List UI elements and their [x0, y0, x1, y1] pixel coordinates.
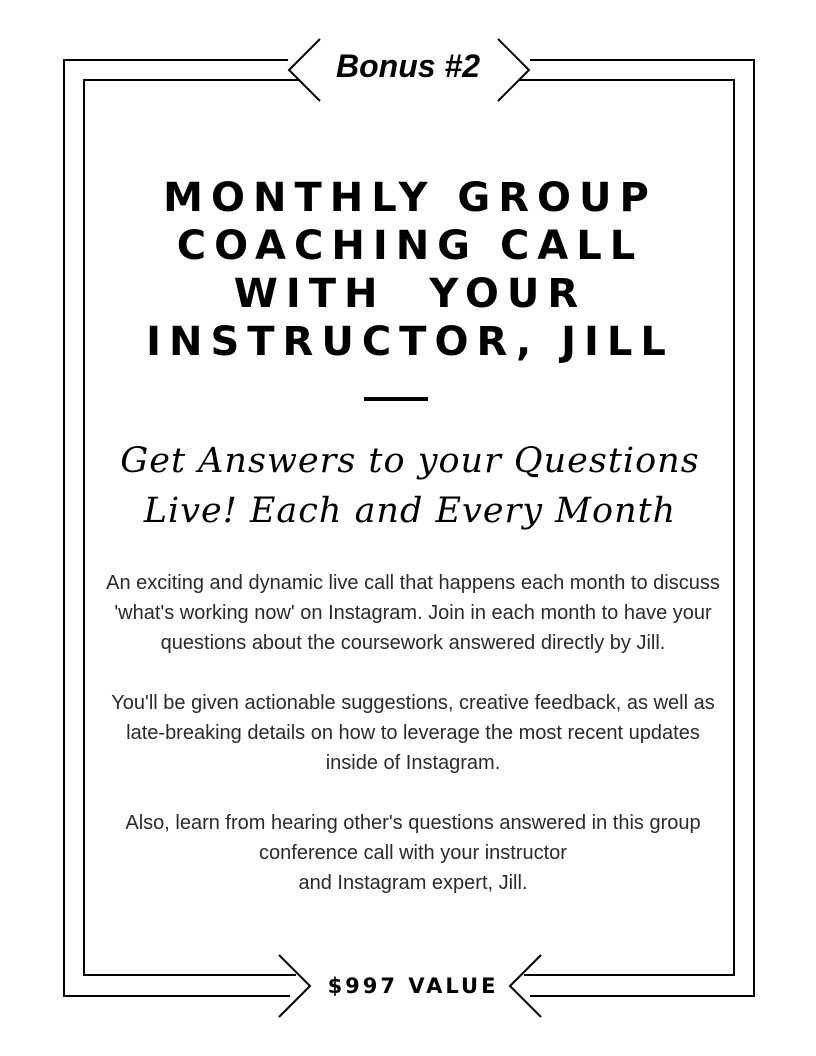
description-paragraph: An exciting and dynamic live call that happens each month to discuss 'what's working now' on Instagram. Join in each month to have your questions about the coursework answered directly by Jill. [106, 572, 720, 654]
title-line: COACHING CALL [176, 223, 644, 269]
description-paragraph: You'll be given actionable suggestions, creative feedback, as well as late-breaking details on how to leverage the most recent updates inside of Instagram. [111, 692, 715, 774]
value-label: $997 VALUE [327, 974, 499, 998]
bonus-label: Bonus #2 [335, 48, 481, 84]
title-line: WITH YOUR [233, 271, 587, 317]
description [100, 568, 726, 928]
title-divider [364, 397, 428, 401]
page-title [110, 174, 710, 366]
description-line: Also, learn from hearing other's questions answered in this group conference call with your instructor [125, 812, 701, 864]
script-subtitle [100, 436, 720, 536]
subtitle-line: Live! Each and Every Month [143, 491, 677, 531]
description-paragraph [100, 808, 726, 898]
description-line: and Instagram expert, Jill. [298, 872, 528, 894]
subtitle-line: Get Answers to your Questions [120, 441, 700, 481]
title-line: INSTRUCTOR, JILL [146, 319, 674, 365]
bottom-left-chevron [279, 955, 310, 1017]
title-line: MONTHLY GROUP [163, 175, 657, 221]
